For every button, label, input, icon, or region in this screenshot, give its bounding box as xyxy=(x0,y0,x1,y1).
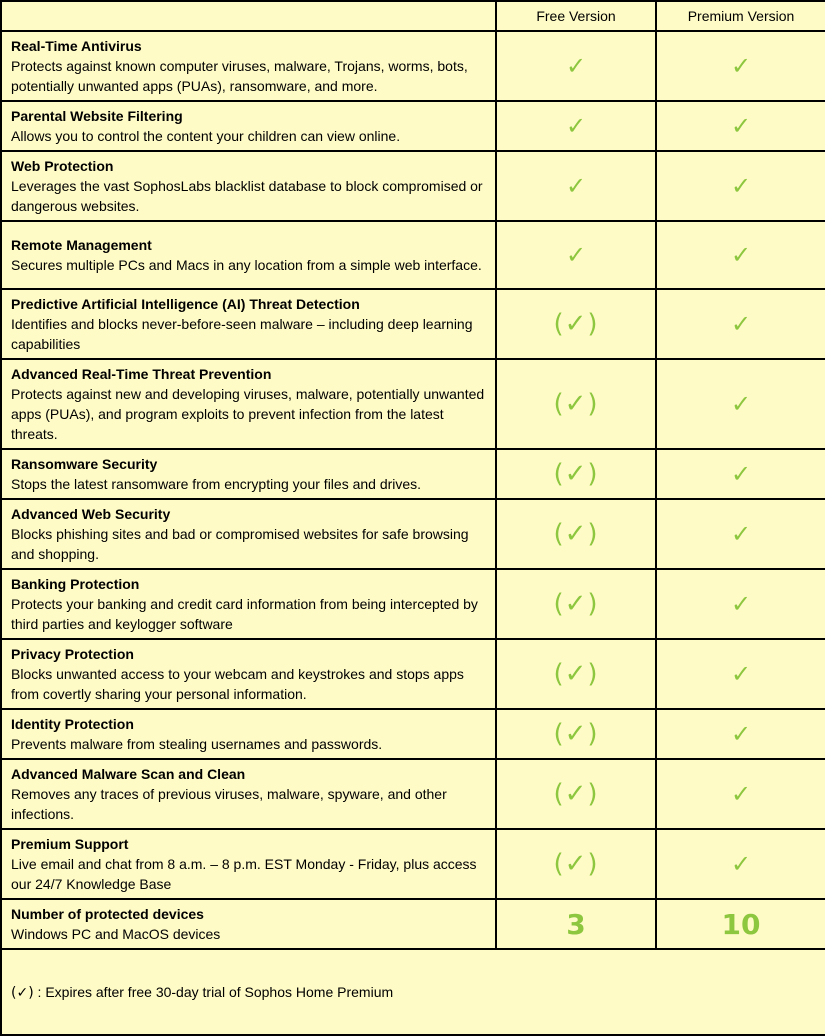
table-row xyxy=(1,639,825,709)
premium-version-cell xyxy=(656,639,825,709)
trial-check-icon: (✓) xyxy=(553,389,599,419)
devices-premium-count: 10 xyxy=(721,907,761,941)
check-icon: ✓ xyxy=(730,309,752,338)
header-row xyxy=(1,1,825,31)
feature-title: Privacy Protection xyxy=(11,646,134,662)
check-icon: ✓ xyxy=(730,659,752,688)
free-version-cell xyxy=(496,101,656,151)
feature-title: Predictive Artificial Intelligence (AI) Threat Detection xyxy=(11,296,360,312)
feature-cell xyxy=(1,359,496,449)
table-row xyxy=(1,759,825,829)
table-row xyxy=(1,709,825,759)
free-version-cell xyxy=(496,569,656,639)
devices-free-count: 3 xyxy=(566,907,586,941)
free-version-cell xyxy=(496,289,656,359)
premium-version-cell xyxy=(656,359,825,449)
feature-cell xyxy=(1,829,496,899)
check-icon: ✓ xyxy=(730,111,752,140)
feature-description: Secures multiple PCs and Macs in any location from a simple web interface. xyxy=(11,257,482,273)
devices-free-cell xyxy=(496,899,656,949)
table-row xyxy=(1,289,825,359)
feature-cell xyxy=(1,151,496,221)
free-version-cell xyxy=(496,31,656,101)
feature-description: Protects against new and developing viruses, malware, potentially unwanted apps (PUAs), and program exploits to prevent infection from the latest threats. xyxy=(11,386,485,442)
table-row xyxy=(1,151,825,221)
feature-title: Advanced Real-Time Threat Prevention xyxy=(11,366,272,382)
feature-cell xyxy=(1,639,496,709)
feature-rows xyxy=(1,31,825,899)
free-version-cell xyxy=(496,639,656,709)
devices-premium-cell xyxy=(656,899,825,949)
trial-check-icon: (✓) xyxy=(553,309,599,339)
table-row xyxy=(1,449,825,499)
premium-version-cell xyxy=(656,151,825,221)
trial-check-icon: (✓) xyxy=(553,849,599,879)
check-icon: ✓ xyxy=(730,51,752,80)
premium-version-cell xyxy=(656,101,825,151)
premium-version-cell xyxy=(656,499,825,569)
devices-desc: Windows PC and MacOS devices xyxy=(11,926,221,942)
premium-version-cell xyxy=(656,709,825,759)
premium-version-cell xyxy=(656,829,825,899)
table-row xyxy=(1,569,825,639)
check-icon: ✓ xyxy=(730,519,752,548)
premium-version-cell xyxy=(656,31,825,101)
trial-check-icon: (✓) xyxy=(553,519,599,549)
feature-title: Parental Website Filtering xyxy=(11,108,183,124)
feature-cell xyxy=(1,759,496,829)
check-icon: ✓ xyxy=(730,779,752,808)
feature-cell xyxy=(1,499,496,569)
check-icon: ✓ xyxy=(565,51,587,80)
footnote-row xyxy=(1,949,825,1035)
feature-description: Allows you to control the content your children can view online. xyxy=(11,128,401,144)
table-row xyxy=(1,499,825,569)
feature-cell xyxy=(1,289,496,359)
feature-cell xyxy=(1,31,496,101)
premium-version-cell xyxy=(656,289,825,359)
check-icon: ✓ xyxy=(730,171,752,200)
free-version-cell xyxy=(496,151,656,221)
feature-description: Leverages the vast SophosLabs blacklist database to block compromised or dangerous websites. xyxy=(11,178,483,214)
free-version-cell xyxy=(496,499,656,569)
premium-version-cell xyxy=(656,759,825,829)
free-version-cell xyxy=(496,709,656,759)
feature-title: Advanced Malware Scan and Clean xyxy=(11,766,246,782)
free-version-cell xyxy=(496,449,656,499)
check-icon: ✓ xyxy=(730,849,752,878)
feature-description: Identifies and blocks never-before-seen malware – including deep learning capabilities xyxy=(11,316,473,352)
footnote-cell xyxy=(1,949,825,1035)
feature-title: Identity Protection xyxy=(11,716,134,732)
footnote-check-icon: (✓) xyxy=(11,984,34,1001)
devices-row xyxy=(1,899,825,949)
feature-cell xyxy=(1,449,496,499)
check-icon: ✓ xyxy=(730,459,752,488)
feature-description: Blocks phishing sites and bad or compromised websites for safe browsing and shopping. xyxy=(11,526,469,562)
feature-cell xyxy=(1,221,496,289)
trial-check-icon: (✓) xyxy=(553,779,599,809)
free-version-cell xyxy=(496,759,656,829)
check-icon: ✓ xyxy=(730,589,752,618)
devices-title: Number of protected devices xyxy=(11,906,204,922)
free-version-cell xyxy=(496,829,656,899)
feature-description: Removes any traces of previous viruses, malware, spyware, and other infections. xyxy=(11,786,447,822)
check-icon: ✓ xyxy=(730,389,752,418)
check-icon: ✓ xyxy=(730,240,752,269)
feature-title: Banking Protection xyxy=(11,576,140,592)
table-row xyxy=(1,31,825,101)
feature-title: Ransomware Security xyxy=(11,456,158,472)
feature-description: Prevents malware from stealing usernames and passwords. xyxy=(11,736,383,752)
feature-title: Remote Management xyxy=(11,237,152,253)
feature-cell xyxy=(1,101,496,151)
feature-description: Live email and chat from 8 a.m. – 8 p.m. EST Monday - Friday, plus access our 24/7 Knowledge Base xyxy=(11,856,477,892)
feature-title: Real-Time Antivirus xyxy=(11,38,142,54)
feature-title: Web Protection xyxy=(11,158,114,174)
trial-check-icon: (✓) xyxy=(553,719,599,749)
premium-version-header: Premium Version xyxy=(656,1,825,31)
check-icon: ✓ xyxy=(565,240,587,269)
check-icon: ✓ xyxy=(565,171,587,200)
table-row xyxy=(1,829,825,899)
free-version-cell xyxy=(496,221,656,289)
premium-version-cell xyxy=(656,569,825,639)
feature-description: Stops the latest ransomware from encrypting your files and drives. xyxy=(11,476,422,492)
feature-title: Premium Support xyxy=(11,836,129,852)
devices-feature-cell xyxy=(1,899,496,949)
free-version-header: Free Version xyxy=(496,1,656,31)
trial-check-icon: (✓) xyxy=(553,659,599,689)
feature-cell xyxy=(1,569,496,639)
premium-version-cell xyxy=(656,449,825,499)
free-version-cell xyxy=(496,359,656,449)
table-row xyxy=(1,101,825,151)
feature-description: Protects your banking and credit card information from being intercepted by third parties and keylogger software xyxy=(11,596,478,632)
trial-check-icon: (✓) xyxy=(553,589,599,619)
premium-version-cell xyxy=(656,221,825,289)
table-row xyxy=(1,221,825,289)
trial-check-icon: (✓) xyxy=(553,459,599,489)
footnote-text: : Expires after free 30-day trial of Sophos Home Premium xyxy=(33,983,394,1000)
feature-description: Protects against known computer viruses, malware, Trojans, worms, bots, potentially unwanted apps (PUAs), ransomware, and more. xyxy=(11,58,468,94)
feature-cell xyxy=(1,709,496,759)
feature-title: Advanced Web Security xyxy=(11,506,171,522)
check-icon: ✓ xyxy=(730,719,752,748)
check-icon: ✓ xyxy=(565,111,587,140)
table-row xyxy=(1,359,825,449)
feature-description: Blocks unwanted access to your webcam and keystrokes and stops apps from covertly sharing your personal information. xyxy=(11,666,464,702)
feature-column-header xyxy=(1,1,496,31)
